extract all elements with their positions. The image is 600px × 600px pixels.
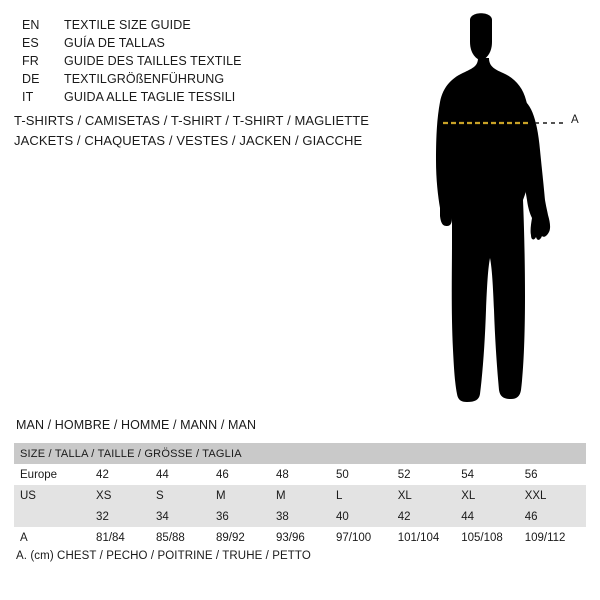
cell-value: XS — [94, 485, 154, 506]
table-row — [14, 464, 586, 485]
cell-value: 40 — [334, 506, 396, 527]
cell-value: 46 — [214, 464, 274, 485]
cell-value: M — [214, 485, 274, 506]
row-label — [14, 506, 94, 527]
language-row — [22, 34, 382, 52]
cell-value: 93/96 — [274, 527, 334, 548]
cell-value: 36 — [214, 506, 274, 527]
cell-value: 44 — [154, 464, 214, 485]
table-row — [14, 485, 586, 506]
silhouette-svg — [395, 10, 600, 410]
cell-value: XXL — [523, 485, 586, 506]
cell-value: 32 — [94, 506, 154, 527]
size-table — [14, 443, 586, 548]
cell-value: XL — [459, 485, 522, 506]
cell-value: M — [274, 485, 334, 506]
body-shape — [436, 58, 531, 402]
cell-value: 50 — [334, 464, 396, 485]
cell-value: 97/100 — [334, 527, 396, 548]
cell-value: 42 — [396, 506, 459, 527]
cell-value: 34 — [154, 506, 214, 527]
cell-value: 44 — [459, 506, 522, 527]
footnote: A. (cm) CHEST / PECHO / POITRINE / TRUHE / PETTO — [16, 550, 311, 562]
cell-value: 46 — [523, 506, 586, 527]
language-row — [22, 70, 382, 88]
cell-value: 56 — [523, 464, 586, 485]
cell-value: XL — [396, 485, 459, 506]
table-group-title: MAN / HOMBRE / HOMME / MANN / MAN — [16, 418, 257, 432]
male-silhouette-figure — [395, 10, 600, 410]
language-row — [22, 88, 382, 106]
row-label: A — [14, 527, 94, 548]
language-list — [22, 16, 382, 106]
table-header-label: SIZE / TALLA / TAILLE / GRÖSSE / TAGLIA — [14, 443, 586, 464]
cell-value: 52 — [396, 464, 459, 485]
language-text: GUIDE DES TAILLES TEXTILE — [64, 54, 242, 68]
cell-value: L — [334, 485, 396, 506]
cell-value: 48 — [274, 464, 334, 485]
head-shape — [470, 13, 492, 60]
cell-value: 54 — [459, 464, 522, 485]
cell-value: 38 — [274, 506, 334, 527]
table-row — [14, 527, 586, 548]
category-headings — [14, 111, 394, 151]
language-code: ES — [22, 36, 39, 50]
language-code: DE — [22, 72, 40, 86]
language-text: TEXTILGRÖßENFÜHRUNG — [64, 72, 225, 86]
category-jackets: JACKETS / CHAQUETAS / VESTES / JACKEN / GIACCHE — [14, 133, 363, 148]
language-code: EN — [22, 18, 40, 32]
cell-value: S — [154, 485, 214, 506]
cell-value: 89/92 — [214, 527, 274, 548]
language-text: TEXTILE SIZE GUIDE — [64, 18, 191, 32]
cell-value: 101/104 — [396, 527, 459, 548]
language-row — [22, 52, 382, 70]
chest-marker-label: A — [571, 114, 579, 126]
cell-value: 109/112 — [523, 527, 586, 548]
table-header-row — [14, 443, 586, 464]
cell-value: 85/88 — [154, 527, 214, 548]
row-label: US — [14, 485, 94, 506]
language-code: IT — [22, 90, 34, 104]
language-code: FR — [22, 54, 39, 68]
cell-value: 105/108 — [459, 527, 522, 548]
language-text: GUIDA ALLE TAGLIE TESSILI — [64, 90, 236, 104]
language-row — [22, 16, 382, 34]
cell-value: 81/84 — [94, 527, 154, 548]
row-label: Europe — [14, 464, 94, 485]
language-text: GUÍA DE TALLAS — [64, 36, 165, 50]
cell-value: 42 — [94, 464, 154, 485]
category-tshirts: T-SHIRTS / CAMISETAS / T-SHIRT / T-SHIRT / MAGLIETTE — [14, 113, 370, 128]
table-row — [14, 506, 586, 527]
